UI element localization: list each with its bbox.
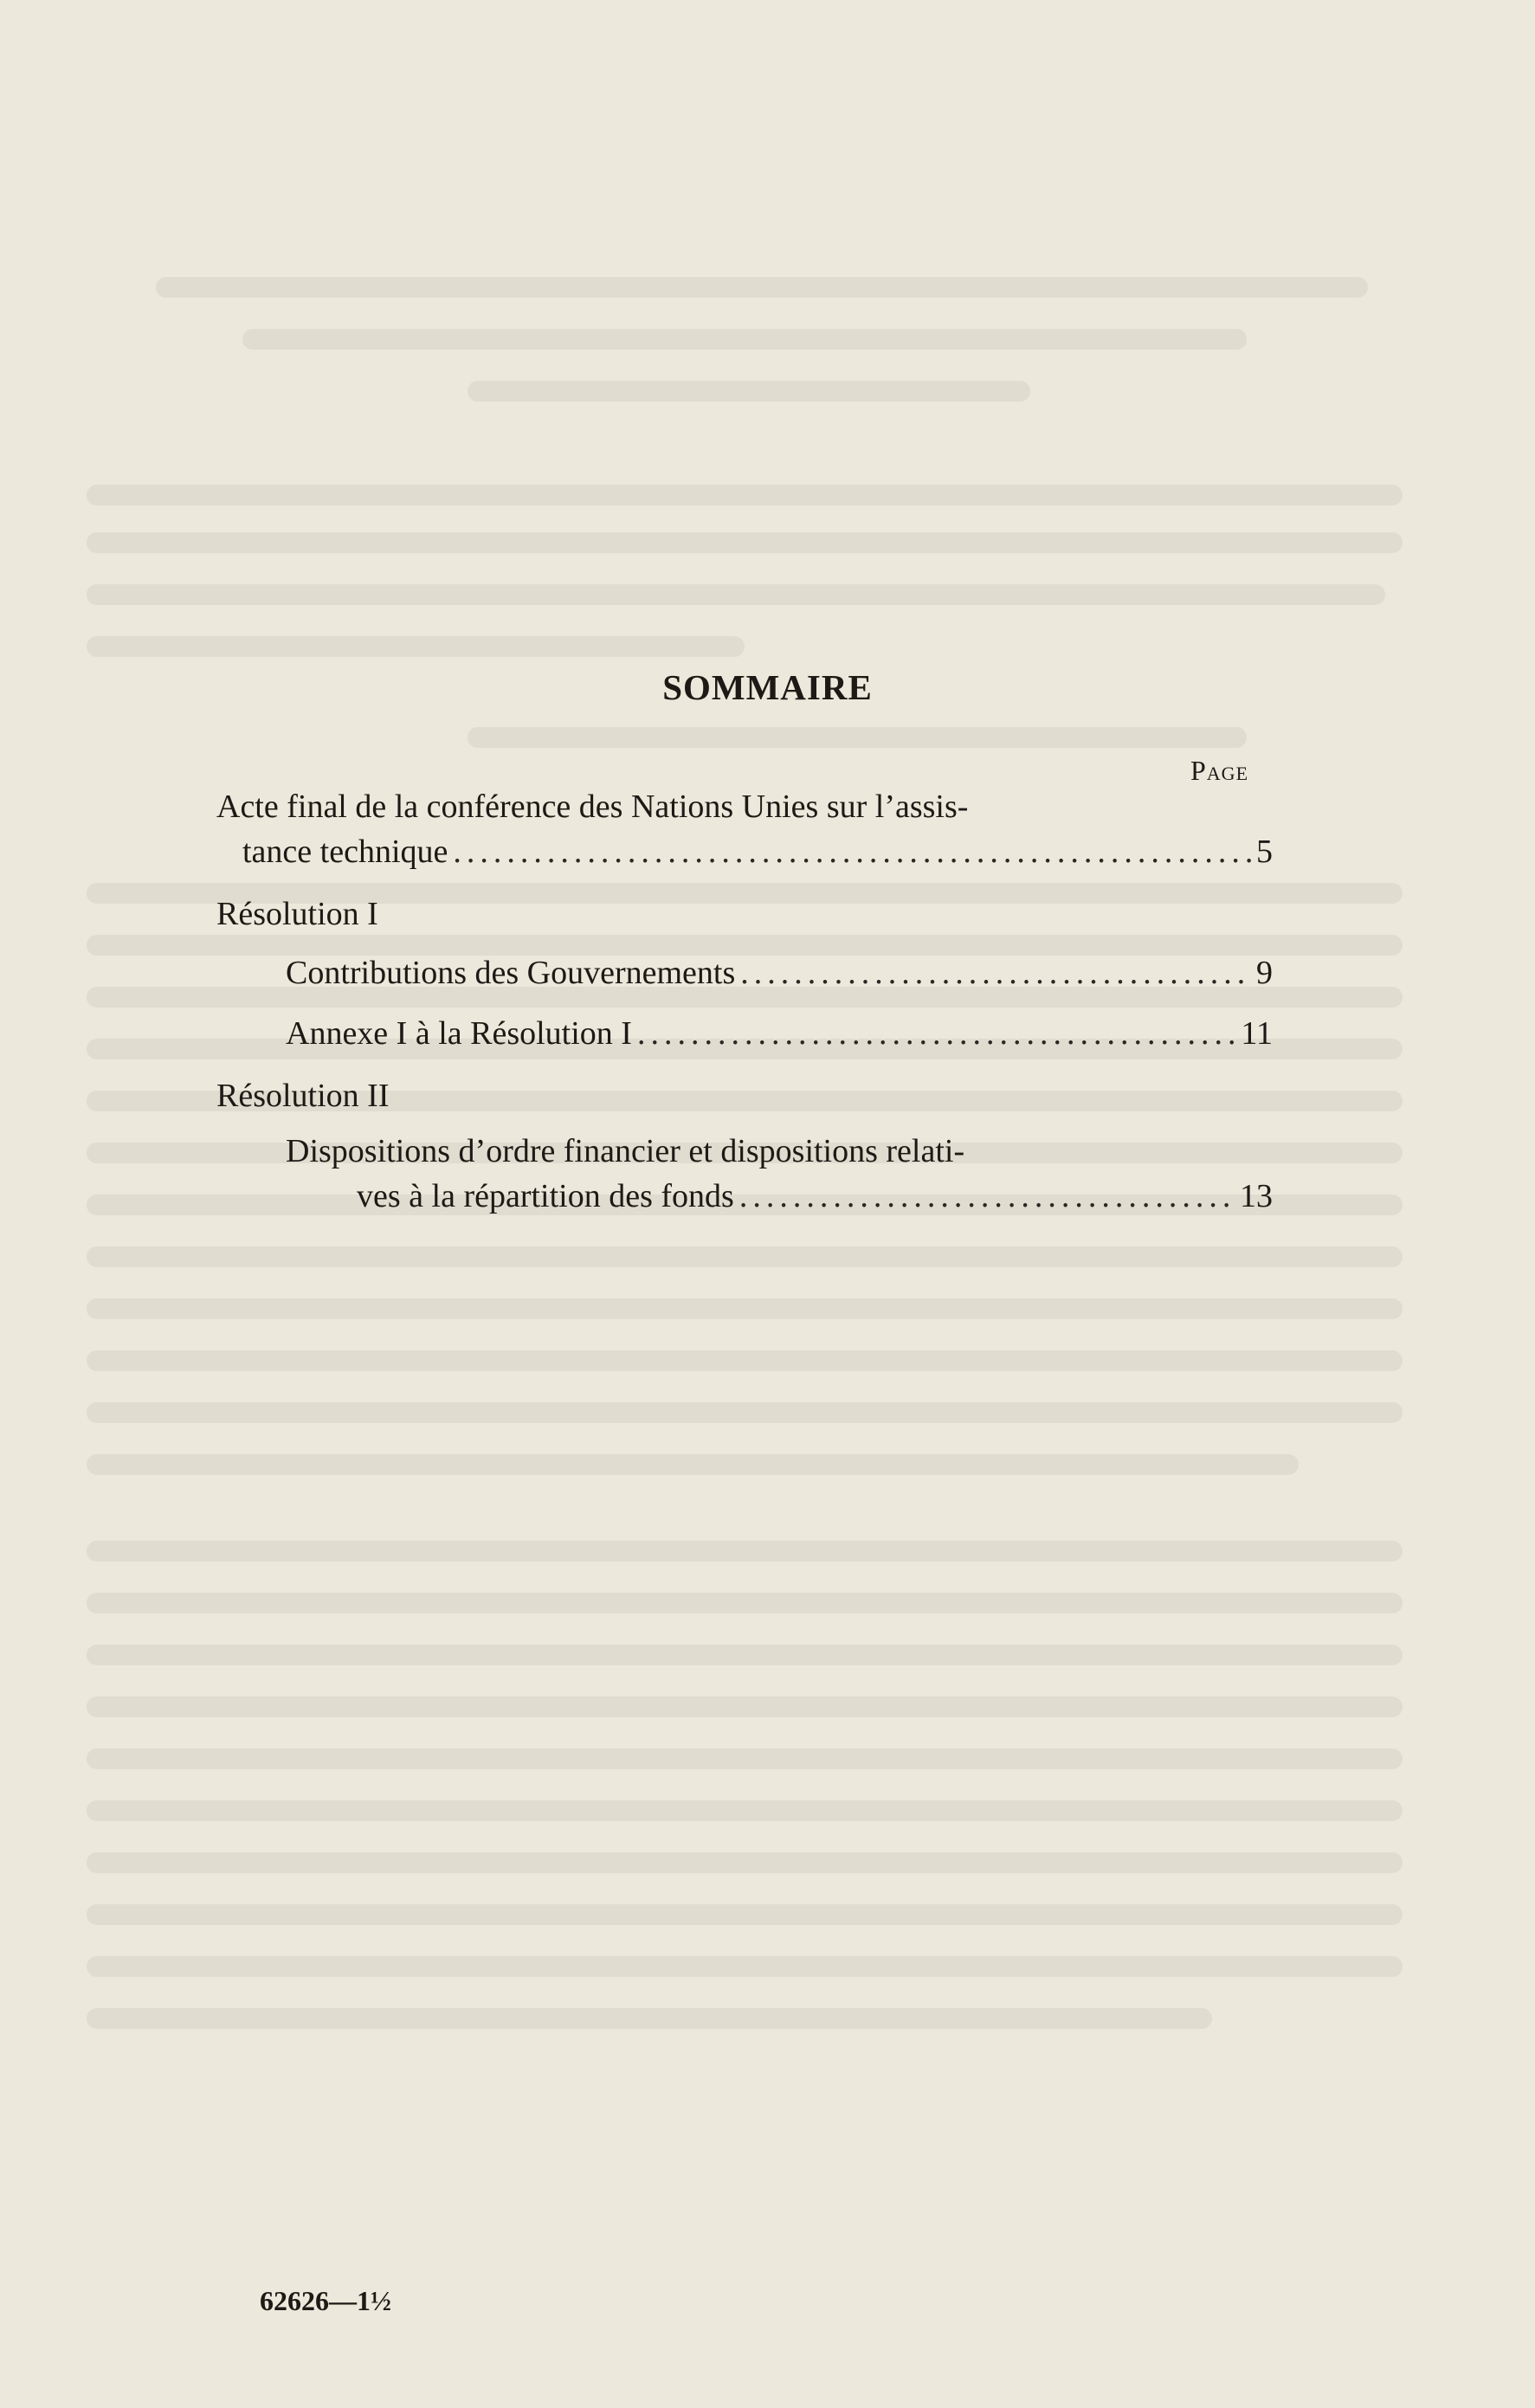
toc-entry-text: ves à la répartition des fonds — [357, 1178, 734, 1214]
toc-entry-text: Contributions des Gouvernements — [286, 955, 736, 991]
toc-entry-text: Annexe I à la Résolution I — [286, 1015, 632, 1052]
toc-entry-text: Acte final de la conférence des Nations Unies sur l’assis- — [216, 789, 969, 825]
dot-leader — [739, 1175, 1235, 1217]
toc-entry-contributions — [286, 952, 1273, 994]
dot-leader — [740, 952, 1251, 994]
toc-entry-dispositions-line2 — [357, 1175, 1273, 1217]
toc-entry-dispositions-line1 — [286, 1130, 964, 1172]
dot-leader — [453, 831, 1251, 872]
toc-heading-text: Résolution I — [216, 896, 378, 932]
dot-leader — [637, 1013, 1235, 1054]
print-code: 62626—1½ — [260, 2285, 391, 2316]
toc-entry-annexe-1 — [286, 1013, 1273, 1054]
toc-page-number: 9 — [1256, 955, 1273, 991]
page-column-label: Page — [1190, 755, 1249, 786]
toc-entry-acte-final-line2 — [242, 831, 1273, 872]
toc-page-number: 13 — [1240, 1178, 1273, 1214]
toc-heading-resolution-2 — [216, 1075, 389, 1117]
toc-entry-acte-final-line1 — [216, 786, 968, 827]
toc-entry-text: Dispositions d’ordre financier et dispositions relati- — [286, 1133, 965, 1169]
page-title: SOMMAIRE — [662, 667, 873, 707]
toc-page-number: 5 — [1256, 834, 1273, 870]
toc-page-number: 11 — [1241, 1015, 1273, 1052]
toc-heading-resolution-1 — [216, 893, 378, 935]
toc-heading-text: Résolution II — [216, 1078, 390, 1114]
toc-entry-text: tance technique — [242, 834, 448, 870]
